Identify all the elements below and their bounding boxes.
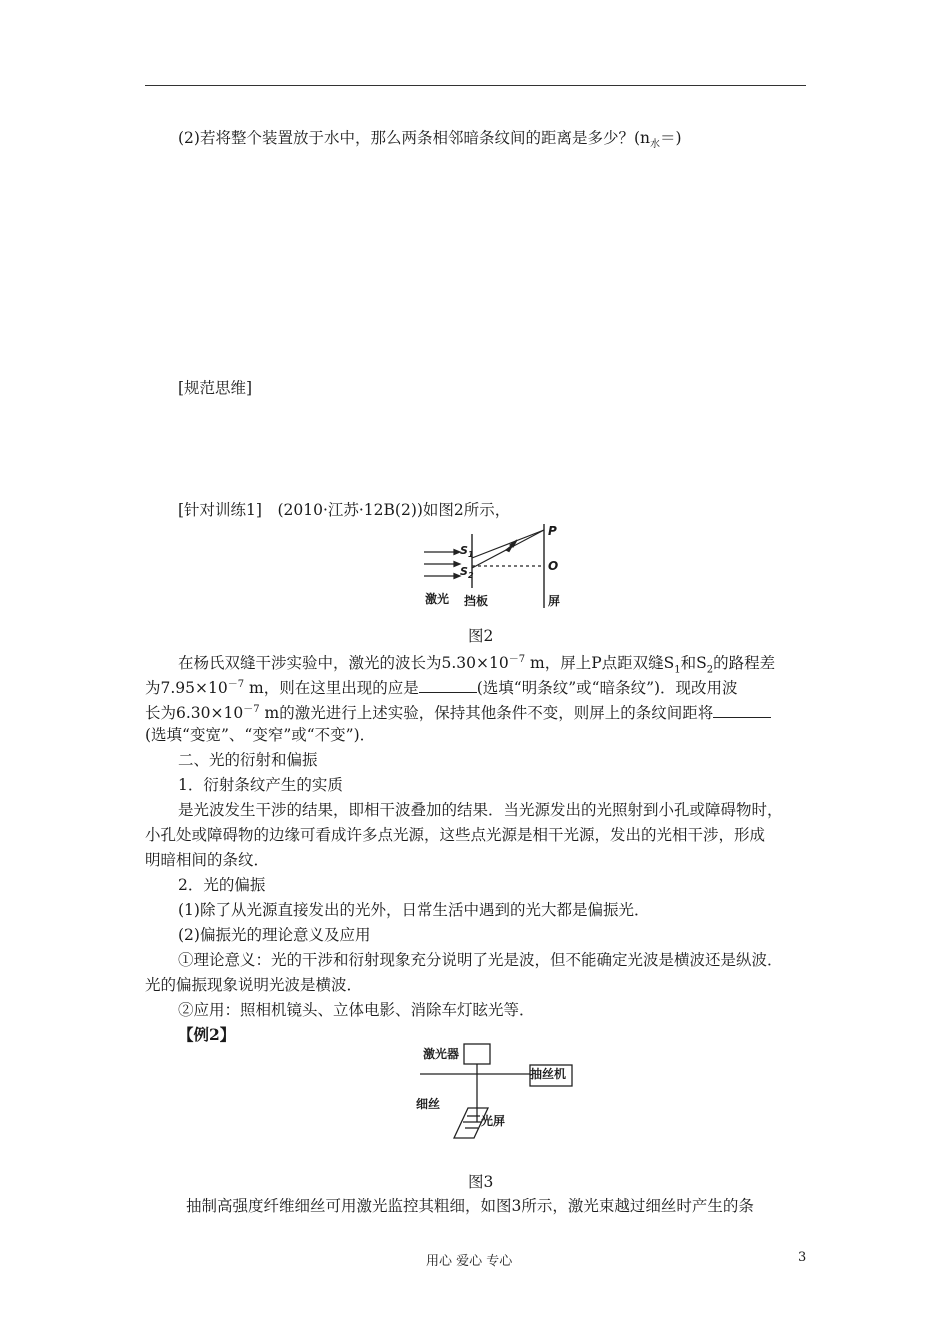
section-2-2-item-3: ①理论意义：光的干涉和衍射现象充分说明了光是波，但不能确定光波是横波还是纵波． (178, 951, 783, 969)
fig2-laser-label: 激光 (425, 592, 450, 606)
page-number: 3 (798, 1250, 807, 1265)
section-2-1-body-1: 是光波发生干涉的结果，即相干波叠加的结果．当光源发出的光照射到小孔或障碍物时， (178, 801, 783, 819)
header-rule (145, 85, 806, 86)
fig3-screen-label: 光屏 (481, 1114, 506, 1128)
fig2-p-label: P (548, 524, 557, 538)
example-2-label: 【例2】 (178, 1025, 236, 1044)
training-heading: [针对训练1] (2010·江苏·12B(2))如图2所示， (178, 501, 511, 519)
last-line: 抽制高强度纤维细丝可用激光监控其粗细，如图3所示，激光束越过细丝时产生的条 (186, 1197, 754, 1215)
fig2-s2-label: $S_2$ (460, 565, 474, 581)
fig2-baffle-label: 挡板 (464, 594, 489, 608)
section-2-2-item-5: ②应用：照相机镜头、立体电影、消除车灯眩光等． (178, 1001, 535, 1019)
para1-line2: 为$7.95\times 10^{-7}$ m，则在这里出现的应是 (选填“明条纹”或“暗条纹”)．现改用波 (145, 679, 738, 698)
section-2-1-body-2: 小孔处或障碍物的边缘可看成许多点光源，这些点光源是相干光源，发出的光相干涉，形成 (145, 826, 766, 844)
figure-2-caption: 图2 (468, 627, 494, 645)
guifan-siwei: [规范思维] (178, 379, 253, 397)
section-2-2-title: 2．光的偏振 (178, 876, 266, 894)
section-2-1-body-3: 明暗相间的条纹． (145, 851, 270, 869)
fig3-fine-wire-label: 细丝 (416, 1097, 441, 1111)
answer-blank-1[interactable] (419, 678, 477, 693)
section-2-2-item-1: (1)除了从光源直接发出的光外，日常生活中遇到的光大都是偏振光． (178, 901, 650, 919)
section-2-2-item-4: 光的偏振现象说明光波是横波． (145, 976, 363, 994)
fig2-screen-label: 屏 (548, 594, 561, 608)
answer-blank-2[interactable] (713, 703, 771, 718)
fig3-laser-device-label: 激光器 (423, 1047, 460, 1061)
section-2-2-item-2: (2)偏振光的理论意义及应用 (178, 926, 371, 944)
section-2-heading: 二、光的衍射和偏振 (178, 751, 318, 769)
fig2-o-label: O (548, 559, 559, 573)
question-2: (2)若将整个装置放于水中，那么两条相邻暗条纹间的距离是多少？$(n_水=)$ (178, 129, 682, 151)
fig2-s1-label: $S_1$ (460, 544, 474, 560)
figure-3-caption: 图3 (468, 1173, 494, 1191)
footer-center: 用心 爱心 专心 (426, 1254, 513, 1269)
para1-line1: 在杨氏双缝干涉实验中，激光的波长为$5.30\times 10^{-7}$ m，屏上P点距双缝$S_1$和$S_2$的路程差 (178, 654, 776, 676)
para1-line4: (选填“变宽”、“变窄”或“不变”)． (145, 726, 376, 744)
para1-line3: 长为$6.30\times 10^{-7}$ m的激光进行上述实验，保持其他条件不变，则屏上的条纹间距将 (145, 700, 771, 723)
section-2-1-title: 1．衍射条纹产生的实质 (178, 776, 343, 794)
fig3-wire-machine-label: 抽丝机 (530, 1067, 567, 1081)
